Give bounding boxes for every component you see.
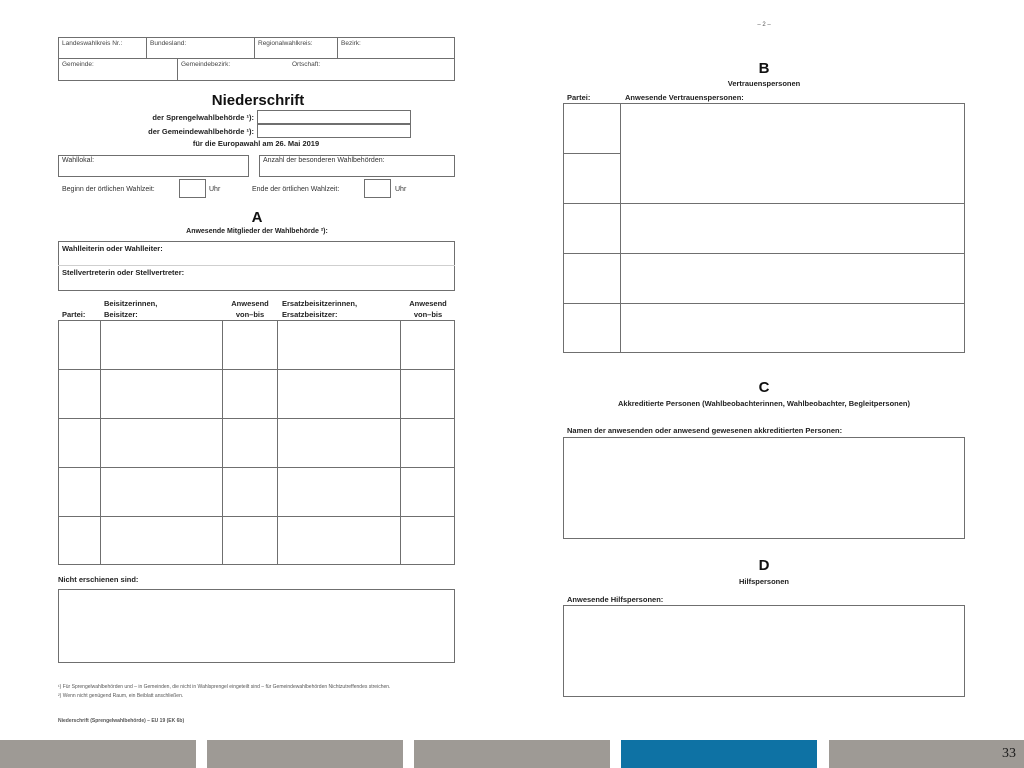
footnote-1: ¹) Für Sprengelwahlbehörden und – in Gemeinden, die nicht in Wahlsprengel eingeteilt sind – für Gemeindewahlbehörden Nichtzutreffendes streichen.	[58, 684, 391, 690]
col-partei-header: Partei:	[62, 310, 86, 319]
footnote-2: ²) Wenn nicht genügend Raum, ein Beiblatt anschließen.	[58, 693, 184, 699]
wahllokal-label: Wahllokal:	[62, 157, 95, 164]
footer-segment-3	[414, 740, 610, 768]
wahlleiter-label: Wahlleiterin oder Wahlleiter:	[62, 244, 163, 253]
section-a-letter: A	[251, 209, 263, 226]
ende-time-field[interactable]	[364, 179, 391, 198]
nicht-erschienen-label: Nicht erschienen sind:	[58, 575, 139, 584]
vertrauenspersonen-table	[563, 103, 965, 353]
section-d-subtitle: Hilfspersonen	[738, 577, 789, 586]
section-d-letter: D	[758, 557, 770, 574]
section-b-col-partei: Partei:	[567, 93, 591, 102]
page-number: 33	[1002, 746, 1016, 761]
col-anwesend2-header-1: Anwesend	[409, 299, 447, 308]
section-b-letter: B	[758, 60, 770, 77]
col-beisitzer-header-1: Beisitzerinnen,	[104, 299, 158, 308]
col-beisitzer-header-2: Beisitzer:	[104, 310, 138, 319]
ende-label: Ende der örtlichen Wahlzeit:	[252, 186, 340, 193]
gemeindewahlbehoerde-label: der Gemeindewahlbehörde ¹):	[148, 127, 254, 136]
page-marker: – 2 –	[757, 22, 771, 28]
anzahl-label: Anzahl der besonderen Wahlbehörden:	[263, 157, 385, 164]
col-ersatz-header-2: Ersatzbeisitzer:	[282, 310, 338, 319]
document-id: Niederschrift (Sprengelwahlbehörde) – EU 19 (EK 6b)	[58, 718, 185, 724]
section-b-subtitle: Vertrauenspersonen	[727, 79, 801, 88]
gemeindebezirk-label: Gemeindebezirk:	[181, 61, 231, 68]
stellvertreter-label: Stellvertreterin oder Stellvertreter:	[62, 268, 185, 277]
uhr-label-2: Uhr	[395, 186, 407, 193]
beginn-time-field[interactable]	[179, 179, 206, 198]
akkreditierte-personen-field[interactable]	[563, 437, 965, 539]
bundesland-label: Bundesland:	[150, 40, 187, 47]
section-d-label: Anwesende Hilfspersonen:	[567, 595, 664, 604]
uhr-label-1: Uhr	[209, 186, 221, 193]
sprengelwahlbehoerde-field[interactable]	[257, 110, 411, 124]
section-c-label: Namen der anwesenden oder anwesend gewesenen akkreditierten Personen:	[567, 426, 843, 435]
footer-segment-5	[829, 740, 1024, 768]
footer-segment-4-accent	[621, 740, 817, 768]
footer-segment-2	[207, 740, 403, 768]
section-a-subtitle: Anwesende Mitglieder der Wahlbehörde ²):	[186, 228, 328, 235]
ortschaft-label: Ortschaft:	[292, 61, 321, 68]
bezirk-label: Bezirk:	[341, 40, 361, 47]
section-c-letter: C	[758, 379, 770, 396]
col-anwesend2-header-2: von–bis	[413, 310, 443, 319]
col-anwesend1-header-1: Anwesend	[231, 299, 269, 308]
sprengelwahlbehoerde-label: der Sprengelwahlbehörde ¹):	[152, 113, 254, 122]
gemeinde-label: Gemeinde:	[62, 61, 94, 68]
regionalwahlkreis-label: Regionalwahlkreis:	[258, 40, 313, 47]
election-line: für die Europawahl am 26. Mai 2019	[192, 139, 320, 148]
document-title: Niederschrift	[211, 92, 305, 109]
footer-segment-1	[0, 740, 196, 768]
nicht-erschienen-field[interactable]	[58, 589, 455, 663]
col-ersatz-header-1: Ersatzbeisitzerinnen,	[282, 299, 358, 308]
section-b-col-anwesende: Anwesende Vertrauenspersonen:	[625, 93, 744, 102]
gemeindewahlbehoerde-field[interactable]	[257, 124, 411, 138]
landeswahlkreis-label: Landeswahlkreis Nr.:	[62, 40, 123, 47]
beginn-label: Beginn der örtlichen Wahlzeit:	[62, 186, 155, 193]
col-anwesend1-header-2: von–bis	[235, 310, 265, 319]
hilfspersonen-field[interactable]	[563, 605, 965, 697]
section-c-subtitle: Akkreditierte Personen (Wahlbeobachterinnen, Wahlbeobachter, Begleitpersonen)	[617, 399, 910, 408]
members-table	[58, 320, 455, 565]
